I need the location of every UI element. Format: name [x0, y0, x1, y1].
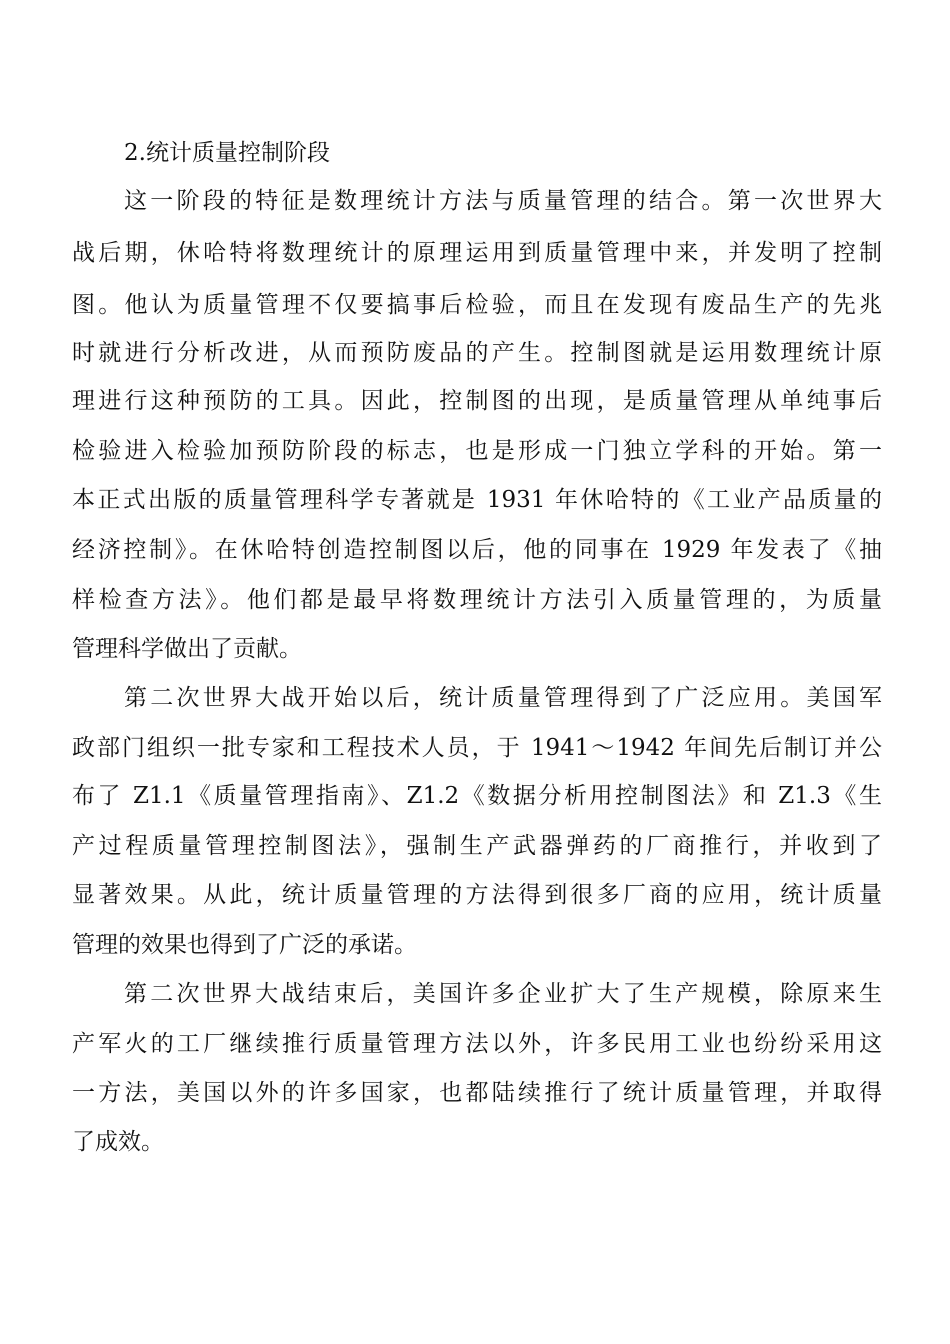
paragraph-3-line-1: 第二次世界大战结束后，美国许多企业扩大了生产规模，除原来生: [124, 981, 882, 1007]
paragraph-1-line-4: 时就进行分析改进，从而预防废品的产生。控制图就是运用数理统计原: [72, 340, 882, 366]
paragraph-2-line-2: 政部门组织一批专家和工程技术人员，于 1941～1942 年间先后制订并公: [72, 735, 882, 761]
paragraph-1-line-8: 经济控制》。在休哈特创造控制图以后，他的同事在 1929 年发表了《抽: [72, 537, 882, 563]
paragraph-3-line-3: 一方法，美国以外的许多国家，也都陆续推行了统计质量管理，并取得: [72, 1080, 882, 1106]
paragraph-2-line-5: 显著效果。从此，统计质量管理的方法得到很多厂商的应用，统计质量: [72, 882, 882, 908]
paragraph-3-line-2: 产军火的工厂继续推行质量管理方法以外，许多民用工业也纷纷采用这: [72, 1031, 882, 1057]
paragraph-1-line-2: 战后期，休哈特将数理统计的原理运用到质量管理中来，并发明了控制: [72, 240, 882, 266]
section-heading: 2.统计质量控制阶段: [124, 140, 330, 166]
paragraph-3-line-4: 了成效。: [72, 1129, 164, 1155]
paragraph-1-line-9: 样检查方法》。他们都是最早将数理统计方法引入质量管理的，为质量: [72, 587, 882, 613]
paragraph-1-line-5: 理进行这种预防的工具。因此，控制图的出现，是质量管理从单纯事后: [72, 388, 882, 414]
paragraph-1-line-3: 图。他认为质量管理不仅要搞事后检验，而且在发现有废品生产的先兆: [72, 292, 882, 318]
paragraph-1-line-10: 管理科学做出了贡献。: [72, 636, 302, 662]
paragraph-1-line-6: 检验进入检验加预防阶段的标志，也是形成一门独立学科的开始。第一: [72, 438, 882, 464]
paragraph-2-line-6: 管理的效果也得到了广泛的承诺。: [72, 932, 417, 958]
paragraph-2-line-3: 布了 Z1.1《质量管理指南》、Z1.2《数据分析用控制图法》和 Z1.3《生: [72, 783, 882, 809]
paragraph-1-line-7: 本正式出版的质量管理科学专著就是 1931 年休哈特的《工业产品质量的: [72, 487, 882, 513]
paragraph-2-line-4: 产过程质量管理控制图法》，强制生产武器弹药的厂商推行，并收到了: [72, 833, 882, 859]
paragraph-2-line-1: 第二次世界大战开始以后，统计质量管理得到了广泛应用。美国军: [124, 685, 882, 711]
paragraph-1-line-1: 这一阶段的特征是数理统计方法与质量管理的结合。第一次世界大: [124, 188, 882, 214]
